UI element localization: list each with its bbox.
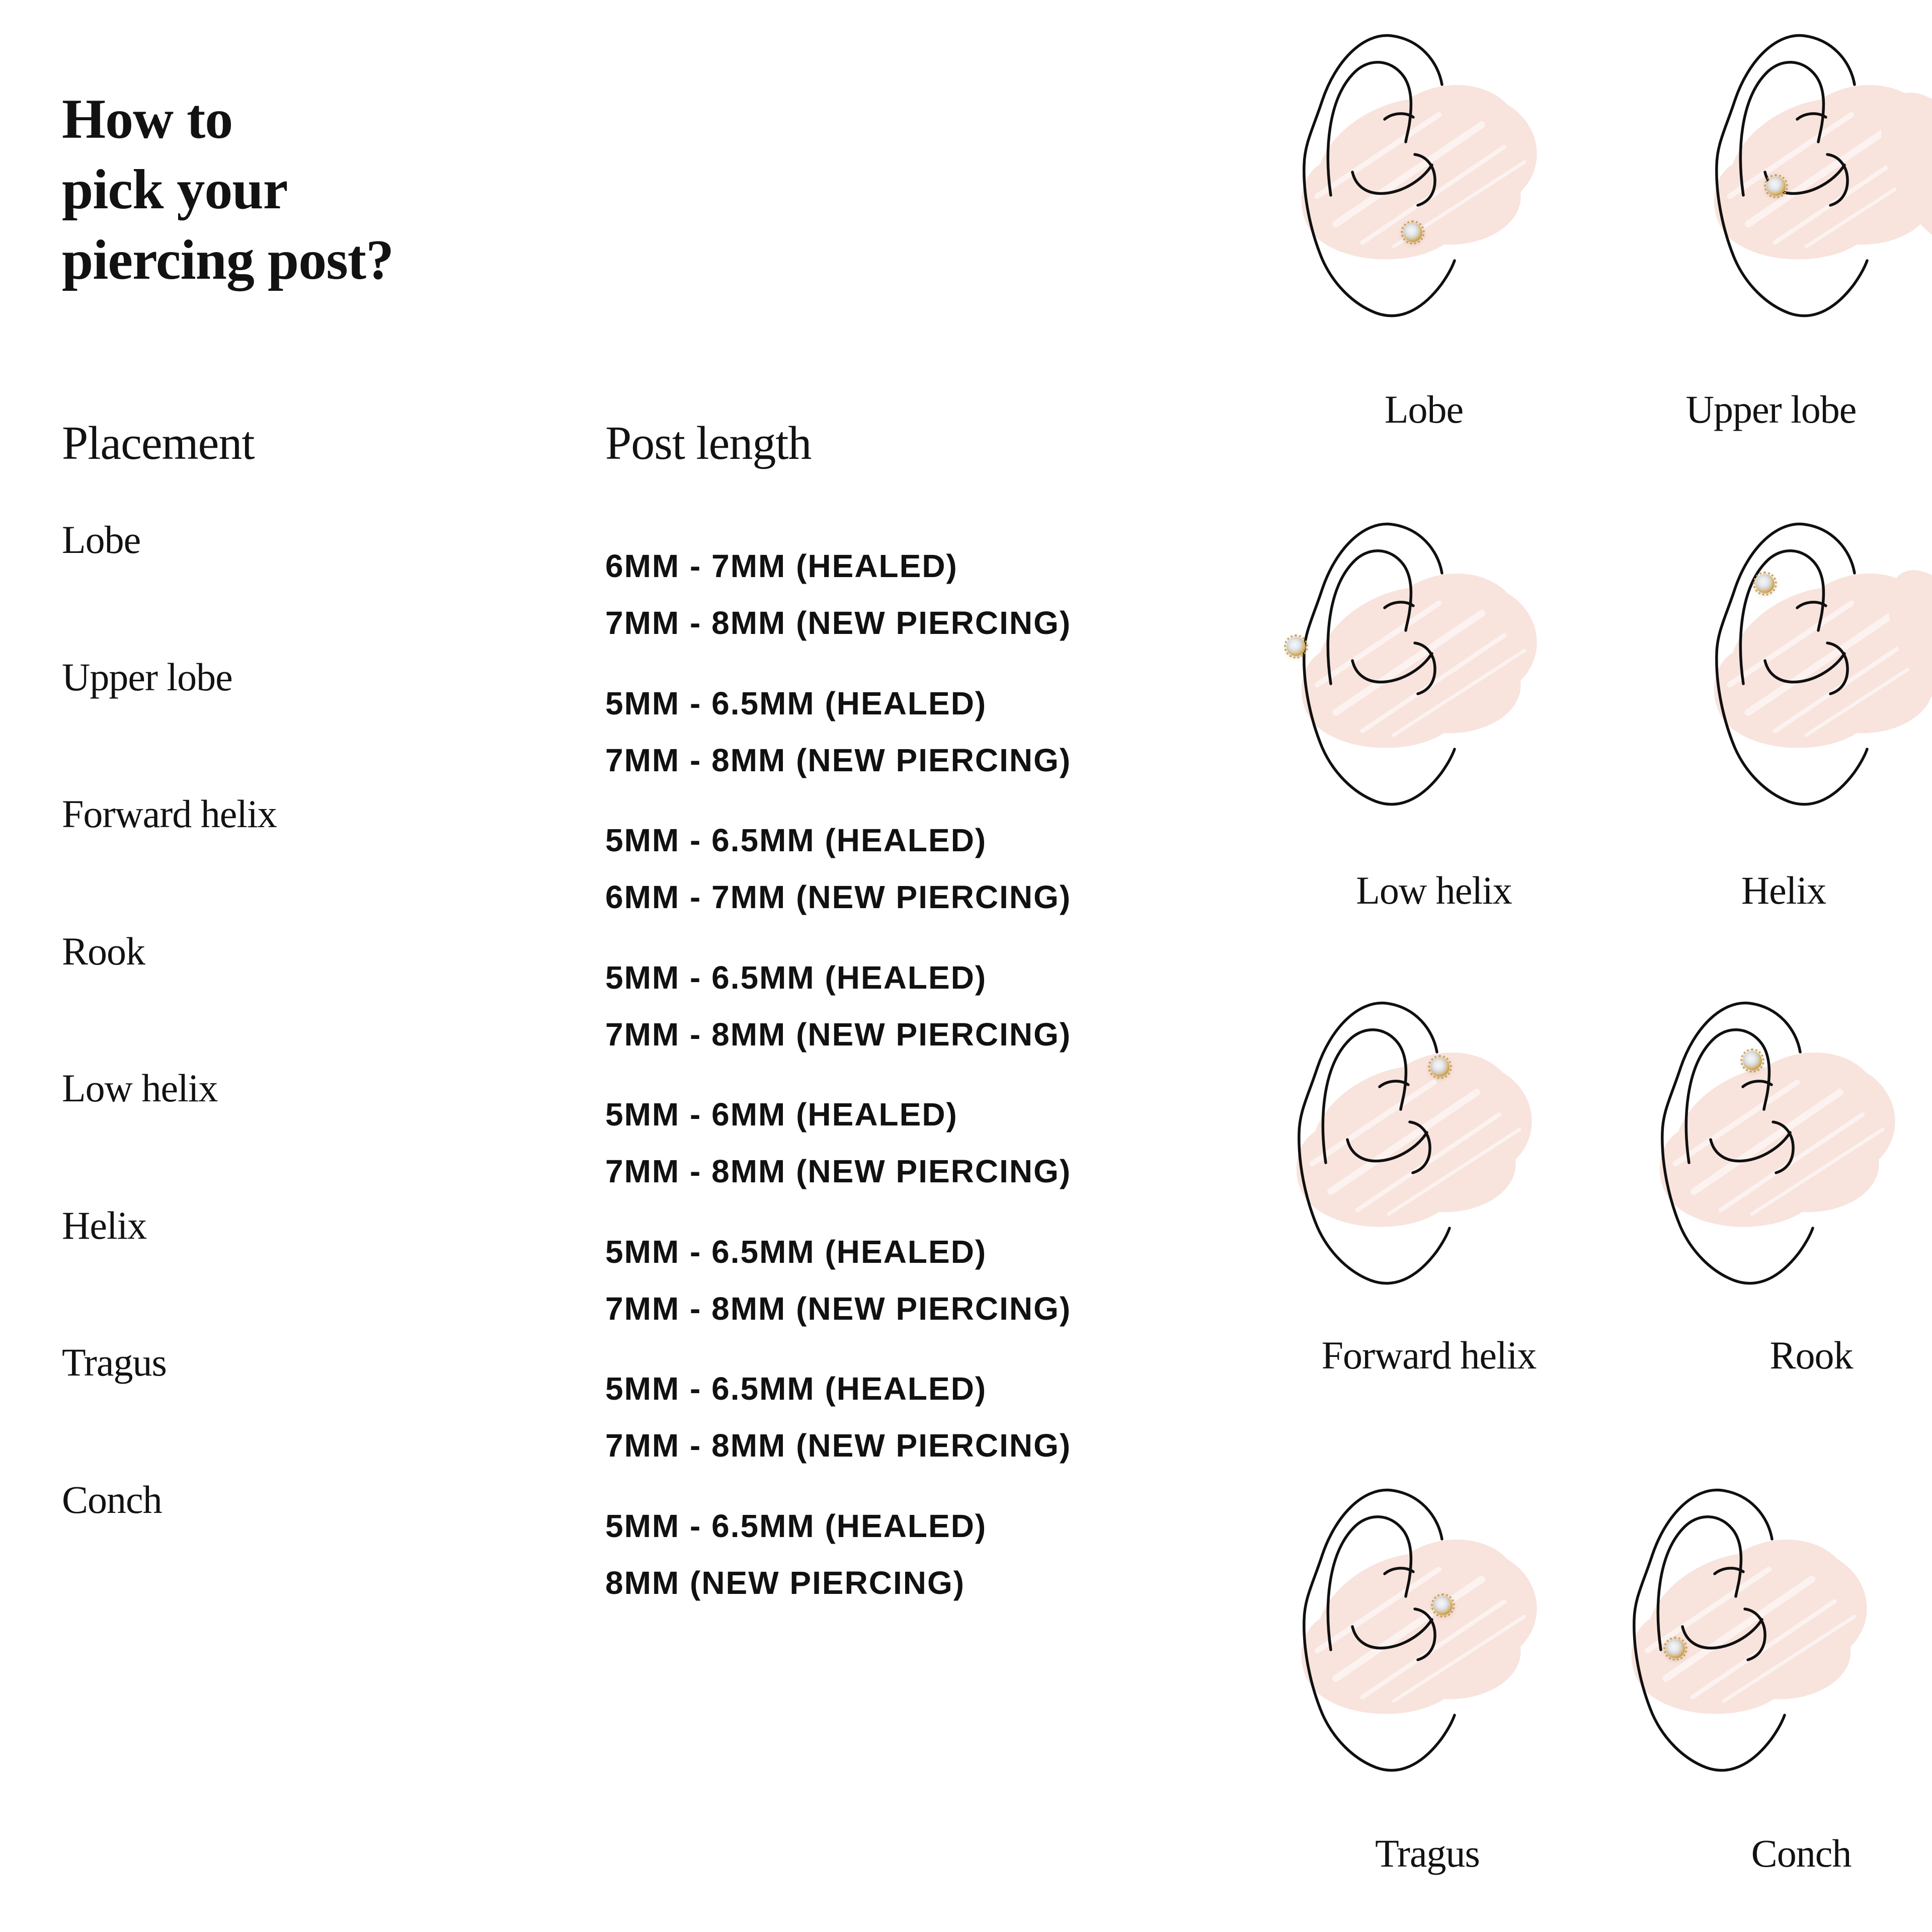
placement-label: Helix — [62, 1203, 147, 1247]
ear-icon — [1288, 1485, 1620, 1837]
piercing-stud-icon — [1743, 1051, 1762, 1070]
post-length-new-piercing: 8MM (NEW PIERCING) — [605, 1565, 965, 1601]
ear-diagram-helix — [1701, 519, 1932, 871]
post-length-new-piercing: 7MM - 8MM (NEW PIERCING) — [605, 1427, 1072, 1464]
ear-diagram-tragus — [1288, 1485, 1620, 1837]
ear-label-upper-lobe: Upper lobe — [1685, 387, 1857, 431]
placement-label: Conch — [62, 1478, 162, 1521]
page-title — [62, 84, 393, 295]
piercing-stud-icon — [1433, 1596, 1453, 1615]
post-length-healed: 5MM - 6.5MM (HEALED) — [605, 1508, 987, 1544]
table-row-upper-lobe — [0, 655, 1932, 785]
table-row-low-helix — [0, 1066, 1932, 1196]
table-row-helix — [0, 1203, 1932, 1334]
ear-icon — [1646, 998, 1932, 1350]
placement-label: Upper lobe — [62, 655, 232, 699]
title-line-3: piercing post? — [62, 229, 394, 292]
ear-label-lobe: Lobe — [1384, 387, 1464, 431]
post-length-healed: 5MM - 6MM (HEALED) — [605, 1096, 958, 1133]
post-length-healed: 5MM - 6.5MM (HEALED) — [605, 685, 987, 721]
piercing-stud-icon — [1430, 1058, 1450, 1077]
post-length-healed: 5MM - 6.5MM (HEALED) — [605, 959, 987, 996]
post-length-new-piercing: 7MM - 8MM (NEW PIERCING) — [605, 1153, 1072, 1189]
ear-label-low-helix: Low helix — [1356, 868, 1512, 912]
ear-diagram-rook — [1646, 998, 1932, 1350]
table-row-rook — [0, 929, 1932, 1060]
title-line-1: How to — [62, 88, 233, 151]
ear-icon — [1701, 30, 1932, 382]
piercing-stud-icon — [1666, 1639, 1685, 1658]
ear-diagram-lobe — [1288, 30, 1620, 382]
ear-icon — [1288, 519, 1620, 871]
ear-diagram-upper-lobe — [1701, 30, 1932, 382]
post-length-healed: 5MM - 6.5MM (HEALED) — [605, 1234, 987, 1270]
placement-label: Rook — [62, 929, 145, 973]
post-length-healed: 5MM - 6.5MM (HEALED) — [605, 1371, 987, 1407]
piercing-stud-icon — [1286, 637, 1306, 656]
post-length-new-piercing: 6MM - 7MM (NEW PIERCING) — [605, 879, 1072, 915]
post-length-new-piercing: 7MM - 8MM (NEW PIERCING) — [605, 742, 1072, 778]
ear-icon — [1618, 1485, 1932, 1837]
ear-label-conch: Conch — [1751, 1831, 1852, 1875]
ear-label-rook: Rook — [1769, 1333, 1853, 1377]
piercing-stud-icon — [1403, 223, 1422, 242]
post-length-new-piercing: 7MM - 8MM (NEW PIERCING) — [605, 1016, 1072, 1053]
ear-diagram-forward-helix — [1283, 998, 1615, 1350]
placement-label: Lobe — [62, 518, 141, 561]
ear-diagram-conch — [1618, 1485, 1932, 1837]
post-length-column-header: Post length — [605, 417, 812, 469]
ear-label-tragus: Tragus — [1375, 1831, 1480, 1875]
ear-icon — [1288, 30, 1620, 382]
post-length-new-piercing: 7MM - 8MM (NEW PIERCING) — [605, 605, 1072, 641]
ear-label-forward-helix: Forward helix — [1321, 1333, 1537, 1377]
placement-column-header: Placement — [62, 417, 255, 469]
placement-label: Tragus — [62, 1340, 167, 1384]
post-length-healed: 5MM - 6.5MM (HEALED) — [605, 822, 987, 858]
post-length-new-piercing: 7MM - 8MM (NEW PIERCING) — [605, 1291, 1072, 1327]
ear-icon — [1701, 519, 1932, 871]
ear-icon — [1283, 998, 1615, 1350]
placement-label: Forward helix — [62, 792, 277, 836]
ear-label-helix: Helix — [1741, 868, 1826, 912]
placement-label: Low helix — [62, 1066, 218, 1110]
piercing-stud-icon — [1766, 177, 1786, 196]
piercing-stud-icon — [1755, 574, 1775, 593]
title-line-2: pick your — [62, 158, 288, 221]
ear-diagram-low-helix — [1288, 519, 1620, 871]
post-length-healed: 6MM - 7MM (HEALED) — [605, 548, 958, 584]
table-row-lobe — [0, 517, 1932, 648]
